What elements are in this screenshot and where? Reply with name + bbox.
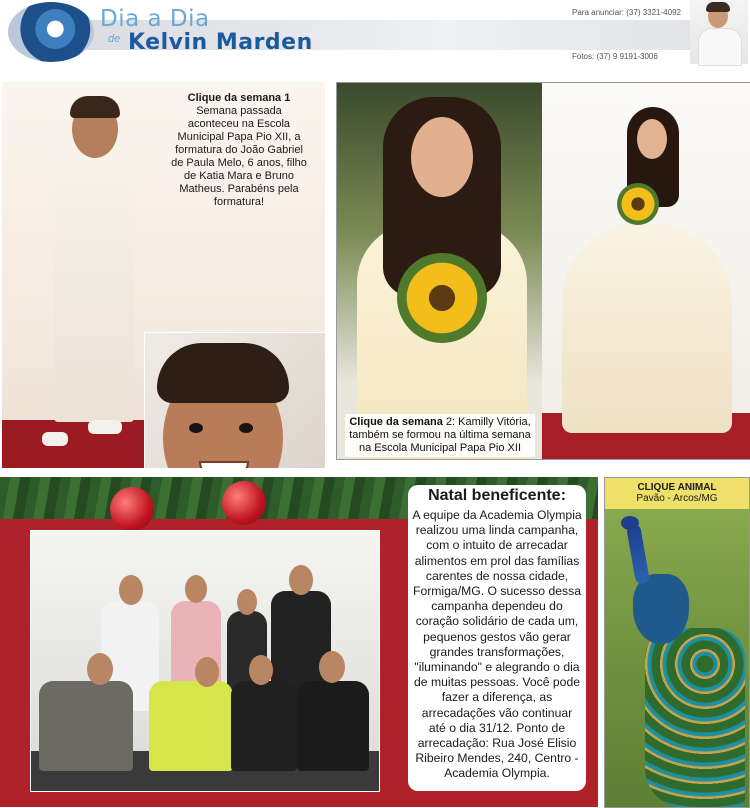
boy-full-photo bbox=[54, 162, 134, 422]
click2-panel bbox=[336, 82, 750, 460]
click2-title: Clique da semana bbox=[349, 416, 443, 428]
animal-subtitle: Pavão - Arcos/MG bbox=[636, 493, 718, 504]
academy-team-photo bbox=[30, 530, 380, 792]
ornament-icon bbox=[110, 487, 154, 531]
columnist-photo bbox=[690, 0, 748, 64]
animal-header bbox=[605, 478, 749, 509]
click1-panel bbox=[2, 82, 325, 468]
click1-text: Semana passada aconteceu na Escola Municipal Papa Pio XII, a formatura do João Gabriel de Paula Melo, 6 anos, filho de Katia Mara e Bruno Matheus. Parabéns pela formatura! bbox=[171, 105, 307, 208]
natal-title: Natal beneficente: bbox=[428, 487, 566, 504]
click1-caption bbox=[170, 92, 308, 209]
column-title-line1: Dia a Dia bbox=[100, 6, 210, 32]
click2-caption bbox=[345, 414, 535, 457]
contact-photos-phone: Fotos: (37) 9 9191-3006 bbox=[572, 52, 658, 61]
peacock-tail bbox=[645, 628, 745, 808]
sunflower-bouquet bbox=[397, 253, 487, 343]
girl-full-photo bbox=[562, 223, 732, 433]
animal-title: CLIQUE ANIMAL bbox=[637, 482, 717, 493]
animal-panel bbox=[604, 477, 750, 808]
ornament-icon bbox=[222, 481, 266, 525]
column-title-de: de bbox=[108, 33, 121, 45]
column-title-line2: Kelvin Marden bbox=[128, 30, 313, 55]
natal-text: A equipe da Academia Olympia realizou uma linda campanha, com o intuito de arrecadar alimentos em prol das famílias carentes de nossa cidade, Formiga/MG. O sucesso dessa campanha dependeu do coração solidário de cada um, pequenos gestos vão gerar grandes transformações, "iluminando" e alegrando o dia de muitas pessoas. Você pode fazer a diferença, as arrecadações vão continuar até o dia 31/12. Ponto de arrecadação: Rua José Elisio Ribeiro Mendes, 240, Centro - Academia Olympia. bbox=[412, 508, 582, 781]
boy-closeup-photo bbox=[144, 332, 325, 468]
click1-title: Clique da semana 1 bbox=[187, 92, 291, 104]
contact-ad-phone: Para anunciar: (37) 3321-4092 bbox=[572, 8, 681, 17]
column-header bbox=[0, 0, 750, 64]
column-logo bbox=[8, 2, 94, 62]
click2-text: 2: Kamilly Vitória, também se formou na última semana na Escola Municipal Papa Pio XII bbox=[349, 416, 531, 454]
natal-text-box bbox=[408, 485, 586, 791]
